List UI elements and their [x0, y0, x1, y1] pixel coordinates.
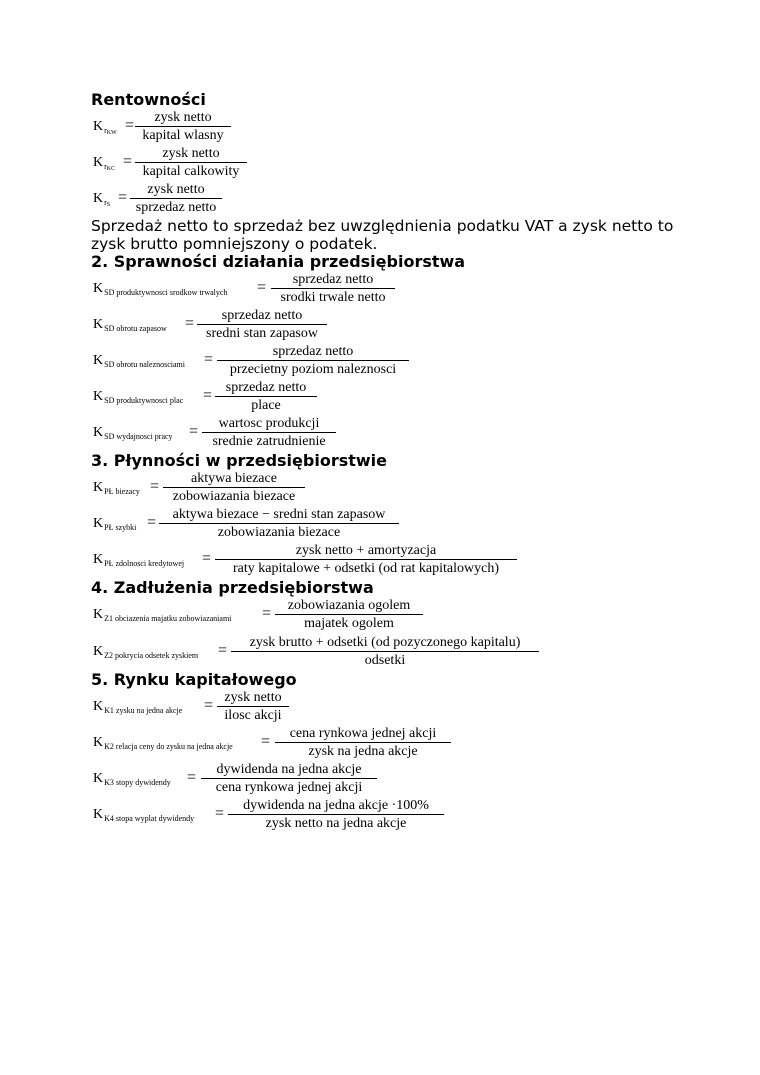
denominator: przecietny poziom naleznosci	[229, 362, 397, 377]
numerator: zysk netto + amortyzacja	[295, 543, 437, 558]
denominator: raty kapitalowe + odsetki (od rat kapitalowych)	[232, 561, 500, 576]
denominator: srodki trwale netto	[280, 290, 386, 305]
numerator: aktywa biezace	[191, 471, 277, 486]
section-heading-rentownosci: Rentowności	[91, 90, 206, 109]
denominator: kapital calkowity	[142, 164, 240, 179]
denominator: zysk netto na jedna akcje	[265, 816, 407, 831]
denominator: majatek ogolem	[304, 616, 394, 631]
denominator: sprzedaz netto	[135, 200, 217, 215]
denominator: place	[251, 398, 281, 413]
document-page: Rentowności $K_{rKW}$ = zysk netto kapital wlasny $K_{rKC}$ = zysk netto kapital calkowity $K_{rS}$ = zysk netto sprzedaz netto Sprzedaż netto to sprzedaż bez uwzględnienia podatku VAT a zysk netto to zysk brutto pomniejszony o podatek. 2. Sprawności działania przedsiębiorstwa $K_{SD produktywnosci srodkow trwalych}$ = sprzedaz netto srodki trwale netto $K_{SD obrotu zapasow}$ = sprzedaz netto sredni stan zapasow $K_{SD obrotu naleznosciami}$ = sprzedaz netto przecietny poziom naleznosci $K_{SD produktywnosci plac}$ = sprzedaz netto place $K_{SD wydajnosci pracy}$ = wartosc produkcji srednie zatrudnienie 3. Płynności w przedsiębiorstwie $K_{PŁ biezacy}$ = aktywa biezace zobowiazania biezace $K_{PŁ szybki}$ = aktywa biezace − sredni stan zapasow zobowiazania biezace $K_{PŁ zdolnosci kredytowej}$ = zysk netto + amortyzacja raty kapitalowe + odsetki (od rat kapitalowych) 4. Zadłużenia przedsiębiorstwa $K_{Z1 obciazenia majatku zobowiazaniami}$ = zobowiazania ogolem majatek ogolem $K_{Z2 pokrycia odsetek zyskiem}$ = zysk brutto + odsetki (od pozyczonego kapitalu) odsetki 5. Rynku kapitałowego $K_{K1 zysku na jedna akcje}$ = zysk netto ilosc akcji $K_{K2 relacja ceny do zysku na jedna akcje}$ = cena rynkowa jednej akcji zysk na jedna akcje $K_{K3 stopy dywidendy}$ = dywidenda na jedna akcje cena rynkowa jednej akcji $K_{K4 stopa wyplat dywidendy}$ = dywidenda na jedna akcje ·100% zysk netto na jedna akcje	[0, 0, 760, 1075]
numerator: sprzedaz netto	[292, 272, 374, 287]
numerator: cena rynkowa jednej akcji	[289, 726, 437, 741]
denominator: ilosc akcji	[224, 708, 282, 723]
section-heading-zadluzenia: 4. Zadłużenia przedsiębiorstwa	[91, 578, 374, 597]
denominator: zysk na jedna akcje	[308, 744, 418, 759]
section-heading-plynnosci: 3. Płynności w przedsiębiorstwie	[91, 451, 387, 470]
note-paragraph: Sprzedaż netto to sprzedaż bez uwzględnienia podatku VAT a zysk netto to zysk brutto pomniejszony o podatek.	[91, 217, 674, 253]
denominator: sredni stan zapasow	[206, 326, 318, 341]
section-heading-sprawnosci: 2. Sprawności działania przedsiębiorstwa	[91, 252, 466, 271]
numerator: zysk netto	[147, 182, 205, 197]
denominator: kapital wlasny	[142, 128, 224, 143]
denominator: srednie zatrudnienie	[212, 434, 326, 449]
numerator: wartosc produkcji	[218, 416, 320, 431]
numerator: zysk netto	[162, 146, 220, 161]
numerator: sprzedaz netto	[225, 380, 307, 395]
numerator: sprzedaz netto	[221, 308, 303, 323]
denominator: cena rynkowa jednej akcji	[215, 780, 363, 795]
denominator: zobowiazania biezace	[172, 489, 296, 504]
section-heading-rynku: 5. Rynku kapitałowego	[91, 670, 297, 689]
denominator: zobowiazania biezace	[217, 525, 341, 540]
numerator: zysk brutto + odsetki (od pozyczonego kapitalu)	[249, 635, 521, 650]
numerator: aktywa biezace − sredni stan zapasow	[172, 507, 386, 522]
numerator: zobowiazania ogolem	[287, 598, 411, 613]
numerator: dywidenda na jedna akcje ·100%	[243, 798, 429, 813]
numerator: zysk netto	[224, 690, 282, 705]
numerator: zysk netto	[154, 110, 212, 125]
numerator: dywidenda na jedna akcje	[216, 762, 362, 777]
numerator: sprzedaz netto	[272, 344, 354, 359]
denominator: odsetki	[364, 653, 406, 668]
